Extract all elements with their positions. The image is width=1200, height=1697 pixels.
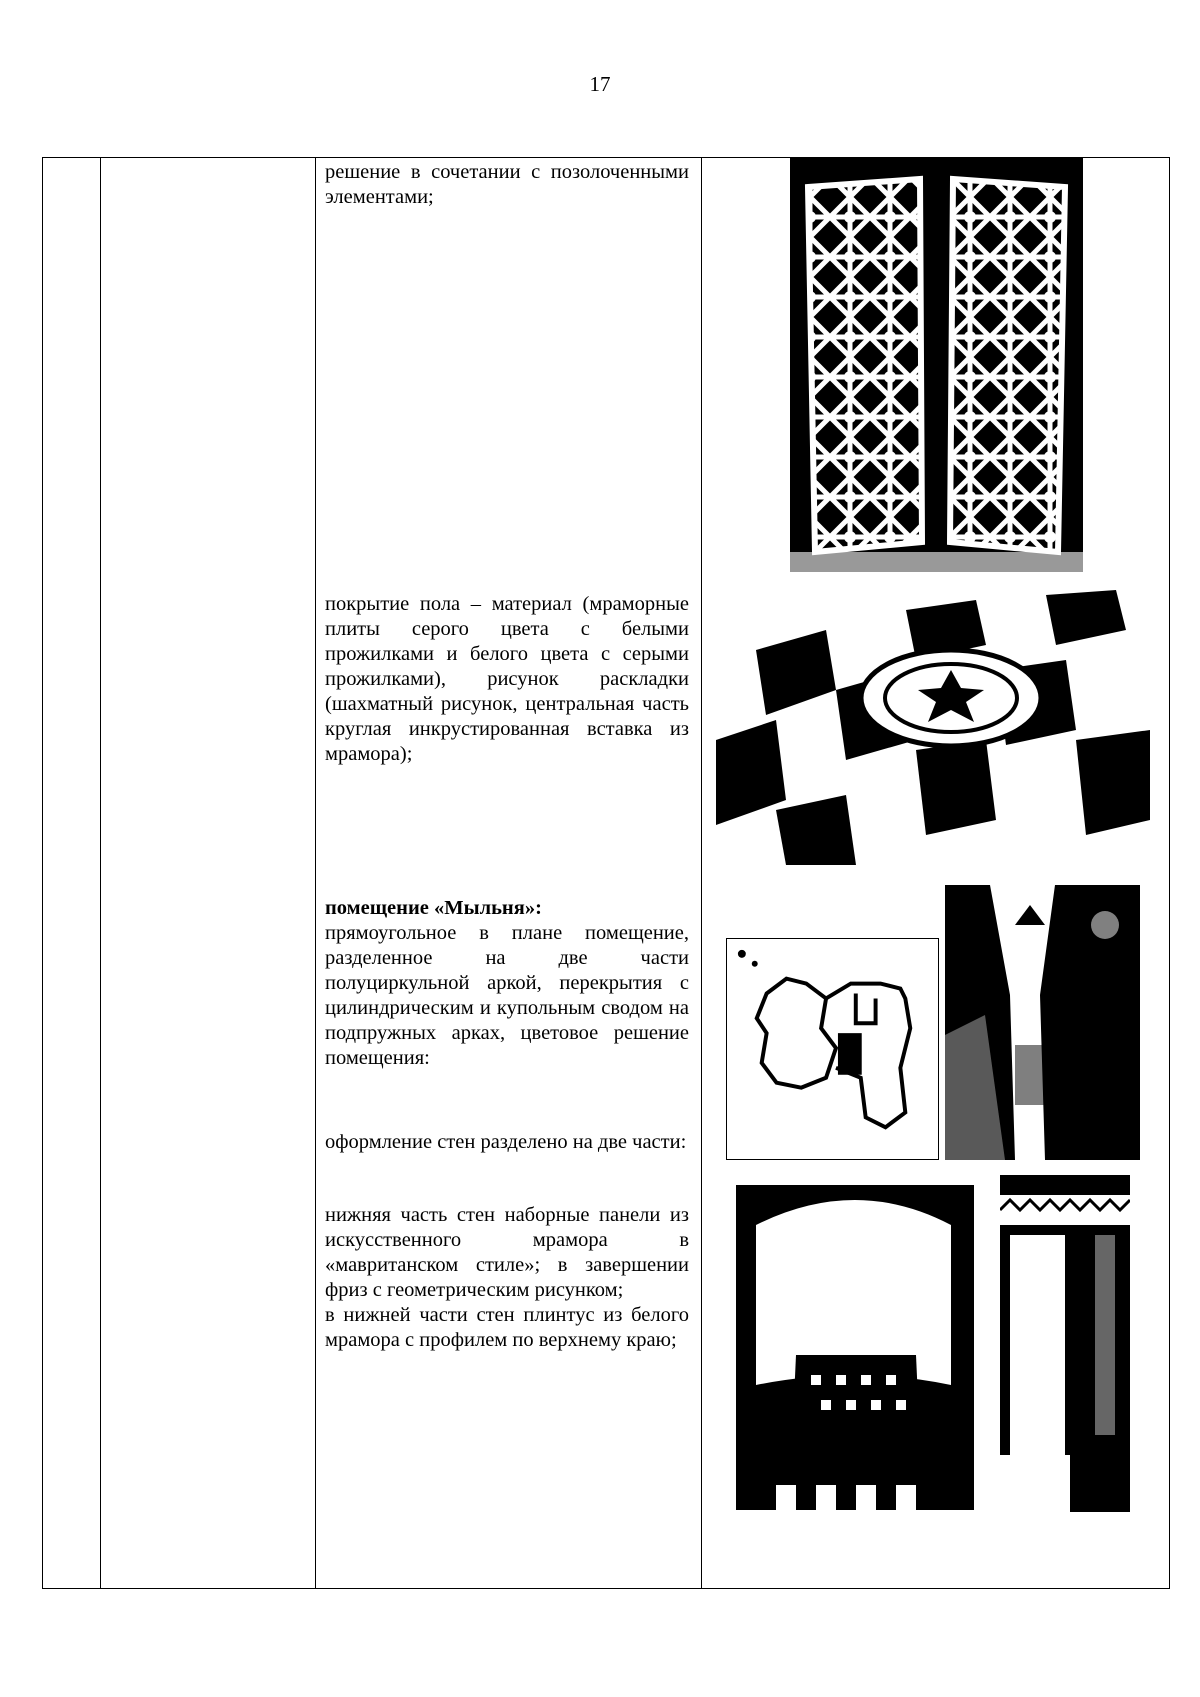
section-text: прямоугольное в плане помещение, разделенное на две части полуциркульной аркой, перекрытия с цилиндрическим и купольным сводом на подпружных арках, цветовое решение помещения: (325, 922, 689, 1069)
floor-plan-drawing (726, 938, 939, 1160)
text-block-2: покрытие пола – материал (мраморные плиты серого цвета с белыми прожилками и белого цвета с серыми прожилками), рисунок раскладки (шахматный рисунок, центральная часть круглая инкрустированная вставка из мрамора); (325, 593, 689, 765)
page-number: 17 (589, 72, 611, 96)
text-block-6: в нижней части стен плинтус из белого мрамора с профилем по верхнему краю; (325, 1304, 689, 1351)
text-block-3 (325, 896, 689, 1071)
text-block-4: оформление стен разделено на две части: (325, 1131, 687, 1153)
lattice-doors-photo (790, 157, 1083, 572)
checkered-marble-floor-photo (716, 590, 1150, 865)
column-divider (315, 158, 316, 1588)
section-heading: помещение «Мыльня»: (325, 897, 542, 919)
text-block-1: решение в сочетании с позолоченными элементами; (325, 161, 689, 208)
text-block-5: нижняя часть стен наборные панели из искусственного мрамора в «мавританском стиле»; в завершении фриз с геометрическим рисунком; (325, 1204, 689, 1301)
wall-column-photo (1000, 1175, 1130, 1512)
column-divider (701, 158, 702, 1588)
vault-interior-photo (736, 1185, 974, 1510)
column-divider (100, 158, 101, 1588)
arch-interior-photo (945, 885, 1140, 1160)
